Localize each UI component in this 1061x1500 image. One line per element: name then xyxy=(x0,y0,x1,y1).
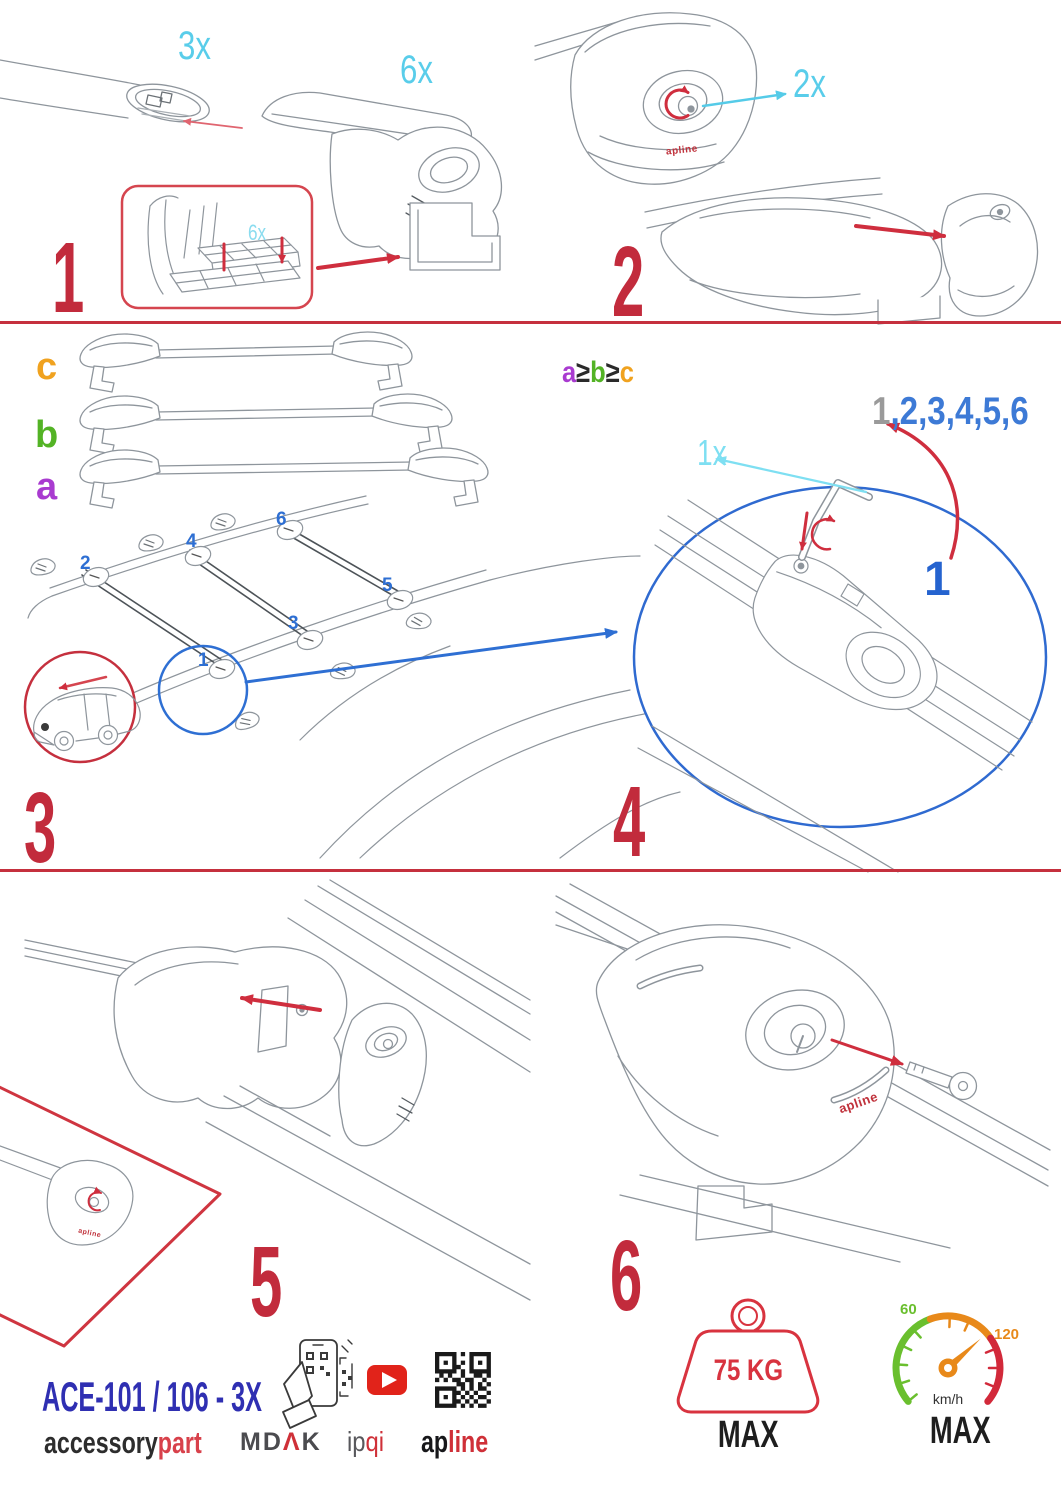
step1-bar-qty-label: 3x xyxy=(178,24,211,68)
section-divider-2 xyxy=(0,869,1061,872)
speed-60-label: 60 xyxy=(900,1301,917,1318)
step2-qty-label: 2x xyxy=(793,62,826,106)
length-rule: a≥b≥c xyxy=(562,356,634,389)
step5-inset xyxy=(0,1068,220,1346)
step4-number: 4 xyxy=(613,766,646,878)
step3-car-inset xyxy=(25,652,140,762)
roof-position-1: 1 xyxy=(198,650,209,671)
ipqi-logo: ipqi xyxy=(347,1426,385,1457)
roof-position-2: 2 xyxy=(80,553,91,574)
step4-tool-qty-label: 1x xyxy=(697,432,727,473)
step3-bars-drawing xyxy=(80,332,488,508)
bar-label-b: b xyxy=(35,414,59,456)
step1-number: 1 xyxy=(52,222,85,334)
step1-insert-arrow xyxy=(184,121,242,128)
bar-label-a: a xyxy=(36,466,58,508)
step1-inset-box xyxy=(122,186,312,308)
step2-bar-assembly-drawing xyxy=(645,178,1037,324)
tighten-sequence: 1,2,3,4,5,6 xyxy=(872,390,1029,433)
step6-number: 6 xyxy=(610,1220,643,1332)
model-title: ACE-101 / 106 - 3X xyxy=(42,1373,262,1420)
speed-120-label: 120 xyxy=(994,1326,1020,1343)
speed-max-label: MAX xyxy=(929,1410,991,1452)
step5-apline-marking: apline xyxy=(77,1227,102,1240)
step4-tool-arrow xyxy=(717,459,866,492)
step5-number: 5 xyxy=(250,1226,283,1338)
step3-number: 3 xyxy=(24,772,57,884)
step1-bar-drawing xyxy=(0,60,213,128)
weight-value: 75 KG xyxy=(713,1354,783,1387)
step1-detail-arrow xyxy=(318,257,398,268)
step2-foot-top-drawing xyxy=(535,13,757,184)
roof-position-3: 3 xyxy=(288,613,299,634)
roof-position-6: 6 xyxy=(276,509,287,530)
roof-position-4: 4 xyxy=(186,531,197,552)
key-drawing xyxy=(906,1062,977,1100)
speed-limit-icon xyxy=(896,1316,1000,1401)
section-divider-1 xyxy=(0,321,1061,324)
step4-position-1: 1 xyxy=(924,553,951,606)
step1-pad-qty-label: 6x xyxy=(248,220,267,245)
step1-foot-qty-label: 6x xyxy=(400,48,433,92)
roof-position-5: 5 xyxy=(382,575,393,596)
mdak-logo: MDΛK xyxy=(240,1428,322,1456)
step2-number: 2 xyxy=(612,226,645,338)
bar-label-c: c xyxy=(36,346,58,388)
step2-apline-marking: apline xyxy=(665,143,699,158)
qr-code xyxy=(435,1352,491,1408)
speed-unit-label: km/h xyxy=(932,1391,964,1407)
step6-drawing xyxy=(556,884,1050,1262)
apline-logo: apline xyxy=(421,1424,489,1459)
accessorypart-logo: accessorypart xyxy=(44,1425,202,1460)
weight-max-label: MAX xyxy=(717,1414,779,1456)
step6-apline-marking: apline xyxy=(836,1088,880,1117)
